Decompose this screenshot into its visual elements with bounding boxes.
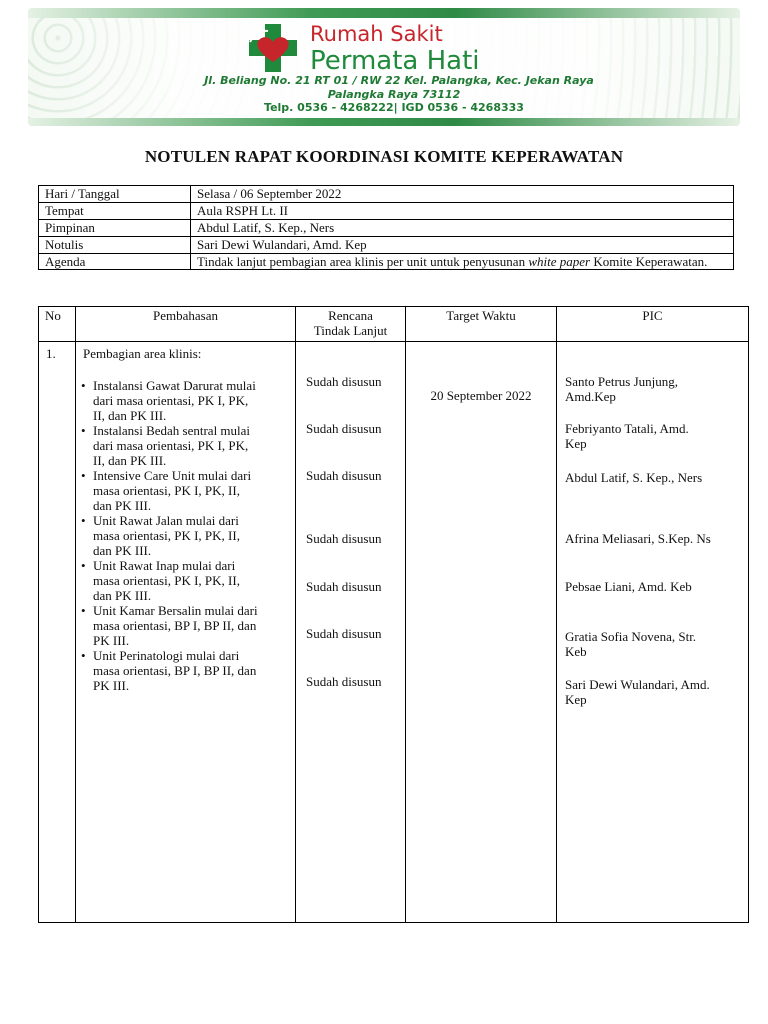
area-text-line: PK III. [93, 678, 130, 693]
pic-name-line: Santo Petrus Junjung, [565, 374, 679, 389]
header-rencana-line2: Tindak Lanjut [313, 323, 388, 338]
area-text-line: masa orientasi, PK I, PK, II, [93, 573, 240, 588]
bullet-icon: • [81, 378, 86, 393]
area-text-line: Instalansi Bedah sentral mulai [93, 423, 251, 438]
letterhead-bottom-band [28, 118, 740, 126]
info-value-agenda [191, 254, 734, 270]
pic-name-line: Sari Dewi Wulandari, Amd. [565, 677, 710, 692]
meeting-info-table [38, 185, 734, 270]
agenda-text: Tindak lanjut pembagian area klinis per unit untuk penyusunan [197, 254, 529, 269]
info-value: Sari Dewi Wulandari, Amd. Kep [191, 237, 734, 254]
list-item [81, 603, 290, 648]
discussion-intro: Pembagian area klinis: [83, 346, 202, 361]
pic-name [565, 470, 742, 485]
area-text-line: dan PK III. [93, 588, 152, 603]
row-number: 1. [46, 346, 56, 361]
bullet-icon: • [81, 468, 86, 483]
pic-name [565, 421, 742, 451]
info-label: Notulis [39, 237, 191, 254]
cell-target [406, 342, 557, 923]
bullet-icon: • [81, 648, 86, 663]
info-row-chair [39, 220, 734, 237]
header-no: No [39, 307, 76, 342]
bullet-icon: • [81, 423, 86, 438]
rencana-status: Sudah disusun [306, 468, 382, 483]
cross-heart-logo-icon [248, 22, 298, 74]
rencana-status: Sudah disusun [306, 374, 382, 389]
header-pembahasan: Pembahasan [76, 307, 296, 342]
cell-rencana [296, 342, 406, 923]
table-header-row [39, 307, 749, 342]
pic-name-line: Keb [565, 644, 587, 659]
area-text-line: Unit Rawat Jalan mulai dari [93, 513, 239, 528]
hospital-address: Jl. Beliang No. 21 RT 01 / RW 22 Kel. Palangka, Kec. Jekan Raya [204, 74, 594, 87]
info-value: Selasa / 06 September 2022 [191, 186, 734, 203]
pic-name [565, 629, 742, 659]
document-title: NOTULEN RAPAT KOORDINASI KOMITE KEPERAWATAN [144, 147, 624, 166]
info-row-date [39, 186, 734, 203]
cell-pic [557, 342, 749, 923]
info-label: Hari / Tanggal [39, 186, 191, 203]
cell-no [39, 342, 76, 923]
area-text-line: Unit Kamar Bersalin mulai dari [93, 603, 258, 618]
header-rencana [296, 307, 406, 342]
area-text-line: II, dan PK III. [93, 453, 167, 468]
pic-name [565, 374, 742, 404]
rencana-status: Sudah disusun [306, 626, 382, 641]
header-pic: PIC [557, 307, 749, 342]
area-text-line: Unit Rawat Inap mulai dari [93, 558, 236, 573]
bullet-icon: • [81, 603, 86, 618]
cell-pembahasan [76, 342, 296, 923]
header-rencana-line1: Rencana [328, 308, 373, 323]
pic-name-line: Febriyanto Tatali, Amd. [565, 421, 689, 436]
pic-name [565, 531, 742, 546]
hospital-name-line1: Rumah Sakit [310, 22, 443, 46]
rencana-status: Sudah disusun [306, 674, 382, 689]
letterhead-top-band [28, 8, 740, 18]
hospital-letterhead [28, 8, 740, 126]
area-text-line: Instalansi Gawat Darurat mulai [93, 378, 256, 393]
rencana-status: Sudah disusun [306, 579, 382, 594]
area-text-line: masa orientasi, PK I, PK, II, [93, 528, 240, 543]
pic-name-line: Abdul Latif, S. Kep., Ners [565, 470, 703, 485]
info-row-place [39, 203, 734, 220]
area-text-line: Unit Perinatologi mulai dari [93, 648, 240, 663]
area-text-line: PK III. [93, 633, 130, 648]
area-text-line: II, dan PK III. [93, 408, 167, 423]
info-value: Abdul Latif, S. Kep., Ners [191, 220, 734, 237]
list-item [81, 513, 290, 558]
pic-name-line: Amd.Kep [565, 389, 616, 404]
area-text-line: dan PK III. [93, 543, 152, 558]
list-item [81, 378, 290, 423]
area-text-line: masa orientasi, PK I, PK, II, [93, 483, 240, 498]
list-item [81, 558, 290, 603]
area-text-line: dari masa orientasi, PK I, PK, [93, 438, 249, 453]
minutes-table [38, 306, 749, 923]
pic-name [565, 579, 742, 594]
table-row [39, 342, 749, 923]
info-label: Tempat [39, 203, 191, 220]
area-text-line: Intensive Care Unit mulai dari [93, 468, 252, 483]
area-text-line: masa orientasi, BP I, BP II, dan [93, 663, 257, 678]
target-date: 20 September 2022 [430, 388, 532, 403]
agenda-italic-text: white paper [528, 254, 591, 269]
pic-name-line: Afrina Meliasari, S.Kep. Ns [565, 531, 711, 546]
area-text-line: dari masa orientasi, PK I, PK, [93, 393, 249, 408]
info-row-agenda [39, 254, 734, 270]
header-target: Target Waktu [406, 307, 557, 342]
info-label: Agenda [39, 254, 191, 270]
info-label: Pimpinan [39, 220, 191, 237]
area-text-line: masa orientasi, BP I, BP II, dan [93, 618, 257, 633]
bullet-icon: • [81, 558, 86, 573]
rencana-status: Sudah disusun [306, 421, 382, 436]
hospital-name-line2: Permata Hati [310, 46, 480, 76]
pic-name-line: Pebsae Liani, Amd. Keb [565, 579, 692, 594]
list-item [81, 468, 290, 513]
clinical-area-list [77, 378, 294, 693]
info-value: Aula RSPH Lt. II [191, 203, 734, 220]
rencana-status: Sudah disusun [306, 531, 382, 546]
agenda-text-end: Komite Keperawatan. [590, 254, 708, 269]
area-text-line: dan PK III. [93, 498, 152, 513]
hospital-phone: Telp. 0536 - 4268222| IGD 0536 - 4268333 [264, 101, 524, 114]
list-item [81, 423, 290, 468]
pic-name-line: Kep [565, 436, 587, 451]
hospital-city: Palangka Raya 73112 [327, 88, 461, 101]
pic-name-line: Kep [565, 692, 587, 707]
pic-name-line: Gratia Sofia Novena, Str. [565, 629, 697, 644]
bullet-icon: • [81, 513, 86, 528]
pic-name [565, 677, 742, 707]
list-item [81, 648, 290, 693]
info-row-notetaker [39, 237, 734, 254]
